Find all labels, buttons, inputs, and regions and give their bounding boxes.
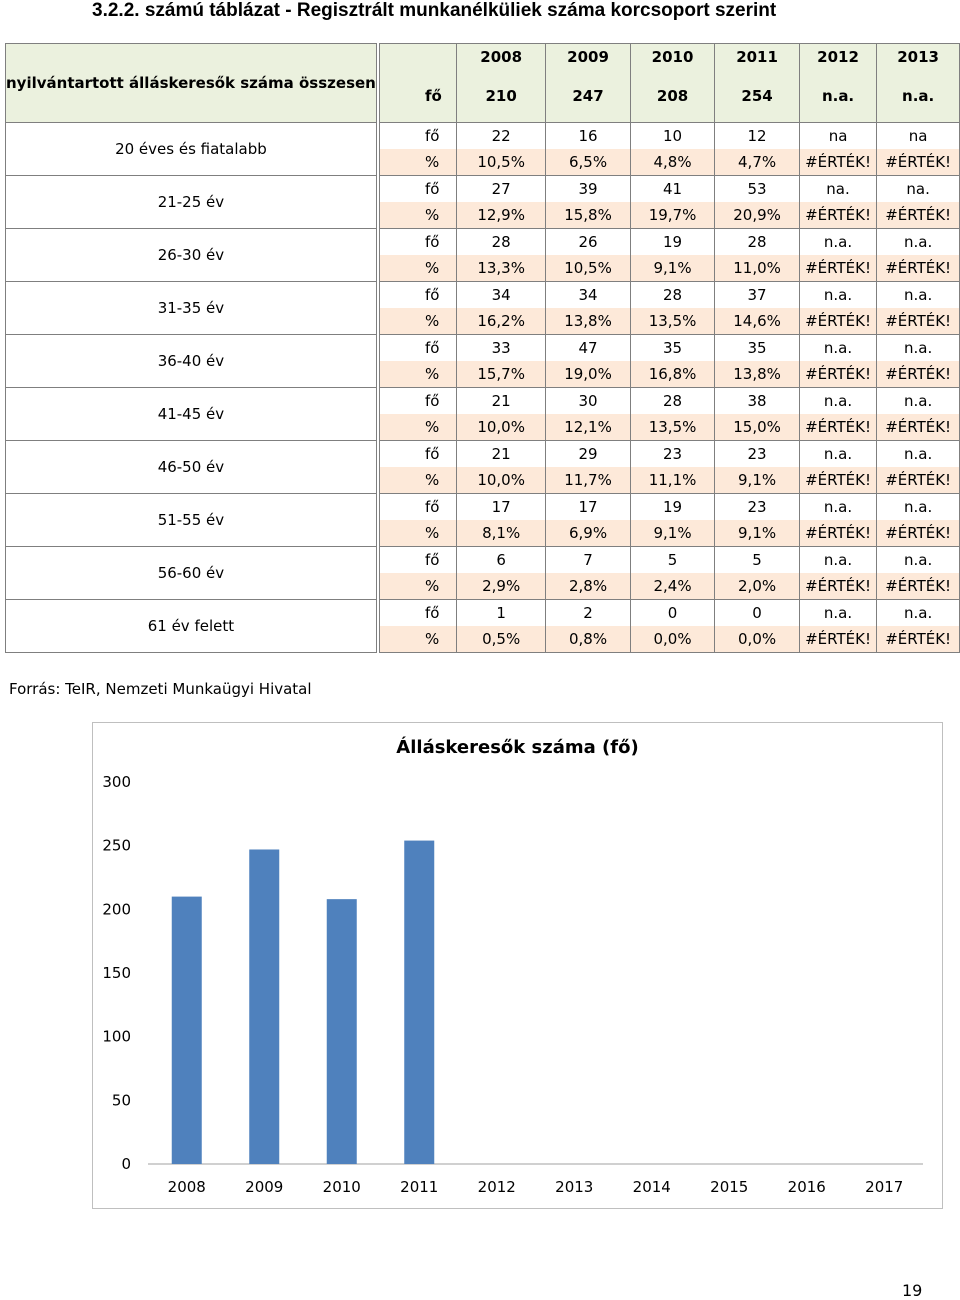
unit-fo: fő: [379, 123, 456, 150]
unit-fo: fő: [379, 388, 456, 415]
percent-value: 20,9%: [715, 202, 800, 229]
unit-pct: %: [379, 414, 456, 441]
count-value: n.a.: [799, 282, 876, 309]
count-value: 34: [457, 282, 546, 309]
percent-value: #ÉRTÉK!: [799, 467, 876, 494]
percent-value: 6,5%: [546, 149, 631, 176]
count-value: n.a.: [877, 282, 960, 309]
percent-value: 11,1%: [630, 467, 715, 494]
age-group-label: 20 éves és fiatalabb: [6, 123, 377, 176]
percent-value: 9,1%: [715, 520, 800, 547]
age-group-label: 46-50 év: [6, 441, 377, 494]
count-value: 19: [630, 494, 715, 521]
bar-2008: [172, 897, 202, 1164]
count-value: n.a.: [877, 441, 960, 468]
age-group-label: 56-60 év: [6, 547, 377, 600]
y-tick-label: 100: [102, 1027, 131, 1046]
count-value: n.a.: [877, 335, 960, 362]
count-value: 28: [630, 282, 715, 309]
age-group-label: 31-35 év: [6, 282, 377, 335]
percent-value: #ÉRTÉK!: [877, 467, 960, 494]
year-header: 2011: [715, 44, 800, 71]
percent-value: 10,5%: [457, 149, 546, 176]
unit-cell: [379, 44, 456, 71]
count-value: n.a.: [799, 335, 876, 362]
count-value: 16: [546, 123, 631, 150]
y-tick-label: 0: [121, 1155, 131, 1173]
count-value: n.a.: [877, 388, 960, 415]
percent-value: #ÉRTÉK!: [799, 255, 876, 282]
unit-pct: %: [379, 255, 456, 282]
group-count-row: [6, 441, 960, 468]
percent-value: 12,1%: [546, 414, 631, 441]
percent-value: 2,9%: [457, 573, 546, 600]
count-value: 28: [457, 229, 546, 256]
unit-pct: %: [379, 308, 456, 335]
count-value: 26: [546, 229, 631, 256]
unit-fo: fő: [379, 441, 456, 468]
unit-pct: %: [379, 202, 456, 229]
unit-pct: %: [379, 573, 456, 600]
percent-value: #ÉRTÉK!: [799, 626, 876, 653]
count-value: 41: [630, 176, 715, 203]
chart-svg: [93, 723, 942, 1208]
year-header: 2010: [630, 44, 715, 71]
total-value: 210: [457, 70, 546, 123]
percent-value: #ÉRTÉK!: [877, 414, 960, 441]
percent-value: 10,0%: [457, 414, 546, 441]
percent-value: 2,8%: [546, 573, 631, 600]
count-value: 19: [630, 229, 715, 256]
count-value: 33: [457, 335, 546, 362]
bar-2010: [327, 899, 357, 1164]
group-count-row: [6, 335, 960, 362]
count-value: na: [877, 123, 960, 150]
count-value: 6: [457, 547, 546, 574]
percent-value: 13,8%: [715, 361, 800, 388]
y-tick-label: 250: [102, 836, 131, 855]
percent-value: 13,5%: [630, 414, 715, 441]
y-tick-label: 150: [102, 964, 131, 982]
count-value: 53: [715, 176, 800, 203]
percent-value: 0,0%: [630, 626, 715, 653]
total-value: 254: [715, 70, 800, 123]
total-label: nyilvántartott álláskeresők száma összesen: [6, 44, 377, 123]
age-group-table: [5, 43, 960, 653]
unit-pct: %: [379, 467, 456, 494]
percent-value: 2,4%: [630, 573, 715, 600]
count-value: n.a.: [877, 494, 960, 521]
total-value: 247: [546, 70, 631, 123]
x-tick-label: 2017: [865, 1178, 904, 1196]
unit-fo: fő: [379, 600, 456, 627]
age-group-label: 26-30 év: [6, 229, 377, 282]
unit-fo: fő: [379, 70, 456, 123]
percent-value: #ÉRTÉK!: [799, 149, 876, 176]
percent-value: #ÉRTÉK!: [877, 255, 960, 282]
unit-fo: fő: [379, 229, 456, 256]
count-value: 29: [546, 441, 631, 468]
percent-value: 13,5%: [630, 308, 715, 335]
percent-value: #ÉRTÉK!: [877, 520, 960, 547]
group-count-row: [6, 282, 960, 309]
group-count-row: [6, 176, 960, 203]
count-value: na.: [799, 176, 876, 203]
count-value: n.a.: [799, 441, 876, 468]
group-count-row: [6, 600, 960, 627]
count-value: 22: [457, 123, 546, 150]
total-value: 208: [630, 70, 715, 123]
count-value: 34: [546, 282, 631, 309]
x-tick-label: 2016: [787, 1178, 826, 1196]
year-header: 2008: [457, 44, 546, 71]
percent-value: #ÉRTÉK!: [799, 520, 876, 547]
percent-value: #ÉRTÉK!: [799, 414, 876, 441]
count-value: 12: [715, 123, 800, 150]
x-tick-label: 2013: [555, 1178, 594, 1196]
total-value: n.a.: [799, 70, 876, 123]
count-value: 0: [715, 600, 800, 627]
percent-value: 0,0%: [715, 626, 800, 653]
count-value: 17: [546, 494, 631, 521]
percent-value: 15,7%: [457, 361, 546, 388]
percent-value: 6,9%: [546, 520, 631, 547]
bar-2009: [249, 849, 279, 1164]
year-header: 2009: [546, 44, 631, 71]
count-value: n.a.: [799, 229, 876, 256]
count-value: 23: [630, 441, 715, 468]
count-value: 28: [715, 229, 800, 256]
count-value: 28: [630, 388, 715, 415]
age-group-label: 51-55 év: [6, 494, 377, 547]
total-value: n.a.: [877, 70, 960, 123]
percent-value: #ÉRTÉK!: [799, 573, 876, 600]
percent-value: 2,0%: [715, 573, 800, 600]
percent-value: 9,1%: [715, 467, 800, 494]
percent-value: 0,8%: [546, 626, 631, 653]
age-group-label: 21-25 év: [6, 176, 377, 229]
count-value: 38: [715, 388, 800, 415]
group-count-row: [6, 388, 960, 415]
count-value: 0: [630, 600, 715, 627]
percent-value: #ÉRTÉK!: [799, 202, 876, 229]
percent-value: 10,0%: [457, 467, 546, 494]
count-value: 30: [546, 388, 631, 415]
count-value: n.a.: [799, 600, 876, 627]
percent-value: 19,7%: [630, 202, 715, 229]
x-tick-label: 2012: [477, 1178, 516, 1196]
unit-fo: fő: [379, 282, 456, 309]
percent-value: 12,9%: [457, 202, 546, 229]
unit-fo: fő: [379, 547, 456, 574]
count-value: n.a.: [877, 547, 960, 574]
count-value: na: [799, 123, 876, 150]
y-tick-label: 300: [102, 773, 131, 791]
count-value: na.: [877, 176, 960, 203]
group-count-row: [6, 547, 960, 574]
percent-value: 11,0%: [715, 255, 800, 282]
unit-pct: %: [379, 626, 456, 653]
count-value: 5: [715, 547, 800, 574]
count-value: 37: [715, 282, 800, 309]
percent-value: 15,8%: [546, 202, 631, 229]
page-number: 19: [902, 1281, 923, 1300]
percent-value: #ÉRTÉK!: [877, 149, 960, 176]
bar-2011: [404, 841, 434, 1164]
source-note: Forrás: TeIR, Nemzeti Munkaügyi Hivatal: [9, 680, 312, 698]
count-value: 27: [457, 176, 546, 203]
age-group-label: 41-45 év: [6, 388, 377, 441]
percent-value: #ÉRTÉK!: [877, 361, 960, 388]
count-value: 7: [546, 547, 631, 574]
unit-fo: fő: [379, 176, 456, 203]
percent-value: 4,7%: [715, 149, 800, 176]
count-value: n.a.: [799, 388, 876, 415]
count-value: 35: [630, 335, 715, 362]
count-value: 21: [457, 388, 546, 415]
percent-value: 10,5%: [546, 255, 631, 282]
group-count-row: [6, 123, 960, 150]
percent-value: #ÉRTÉK!: [799, 308, 876, 335]
chart-title: Álláskeresők száma (fő): [396, 737, 639, 758]
age-group-label: 61 év felett: [6, 600, 377, 653]
count-value: 35: [715, 335, 800, 362]
table-heading: 3.2.2. számú táblázat - Regisztrált munkanélküliek száma korcsoport szerint: [92, 0, 777, 21]
percent-value: 13,3%: [457, 255, 546, 282]
count-value: n.a.: [799, 547, 876, 574]
percent-value: #ÉRTÉK!: [877, 626, 960, 653]
count-value: n.a.: [877, 229, 960, 256]
count-value: n.a.: [877, 600, 960, 627]
percent-value: #ÉRTÉK!: [877, 202, 960, 229]
age-group-label: 36-40 év: [6, 335, 377, 388]
percent-value: 9,1%: [630, 520, 715, 547]
count-value: 17: [457, 494, 546, 521]
count-value: 23: [715, 441, 800, 468]
percent-value: 16,8%: [630, 361, 715, 388]
percent-value: 15,0%: [715, 414, 800, 441]
count-value: 39: [546, 176, 631, 203]
percent-value: 19,0%: [546, 361, 631, 388]
unit-fo: fő: [379, 494, 456, 521]
percent-value: 4,8%: [630, 149, 715, 176]
percent-value: 9,1%: [630, 255, 715, 282]
count-value: n.a.: [799, 494, 876, 521]
group-count-row: [6, 229, 960, 256]
year-header: 2013: [877, 44, 960, 71]
percent-value: #ÉRTÉK!: [877, 573, 960, 600]
bar-chart: [92, 722, 943, 1209]
unit-pct: %: [379, 361, 456, 388]
percent-value: 0,5%: [457, 626, 546, 653]
count-value: 21: [457, 441, 546, 468]
year-header-row: [6, 44, 960, 71]
unit-pct: %: [379, 149, 456, 176]
count-value: 47: [546, 335, 631, 362]
year-header: 2012: [799, 44, 876, 71]
unit-fo: fő: [379, 335, 456, 362]
y-tick-label: 200: [102, 900, 131, 919]
count-value: 1: [457, 600, 546, 627]
count-value: 10: [630, 123, 715, 150]
percent-value: 11,7%: [546, 467, 631, 494]
count-value: 23: [715, 494, 800, 521]
x-tick-label: 2009: [245, 1178, 284, 1196]
x-tick-label: 2008: [167, 1178, 206, 1196]
x-tick-label: 2010: [322, 1178, 361, 1196]
x-tick-label: 2014: [632, 1178, 671, 1196]
x-tick-label: 2015: [710, 1178, 749, 1196]
percent-value: #ÉRTÉK!: [877, 308, 960, 335]
percent-value: #ÉRTÉK!: [799, 361, 876, 388]
count-value: 5: [630, 547, 715, 574]
percent-value: 8,1%: [457, 520, 546, 547]
percent-value: 13,8%: [546, 308, 631, 335]
y-tick-label: 50: [111, 1091, 131, 1110]
unit-pct: %: [379, 520, 456, 547]
group-count-row: [6, 494, 960, 521]
percent-value: 16,2%: [457, 308, 546, 335]
percent-value: 14,6%: [715, 308, 800, 335]
x-tick-label: 2011: [400, 1178, 439, 1196]
count-value: 2: [546, 600, 631, 627]
